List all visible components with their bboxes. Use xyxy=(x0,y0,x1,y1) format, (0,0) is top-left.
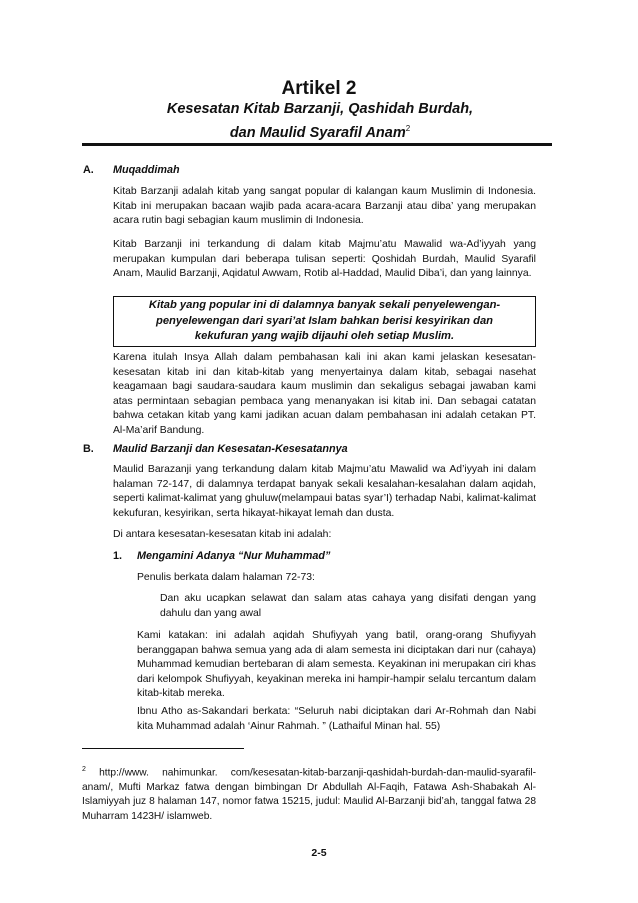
item-1-paragraph-1: Kami katakan: ini adalah aqidah Shufiyyah yang batil, orang-orang Shufiyyah beranggapan bahwa semua yang ada di alam semesta ini diciptakan dari nur (cahaya) Muhammad kemudian bertebaran di alam semesta. Keyakinan ini merupakan ciri khas dari kelompok Shufiyyah, keyakinan mereka ini hampir-hampir selalu tercantum dalam kitab-kitab mereka. xyxy=(137,630,536,700)
title-divider xyxy=(82,143,552,146)
footnote-marker: 2 xyxy=(82,766,86,773)
footnote-text[interactable]: http://www. nahimunkar. com/kesesatan-kitab-barzanji-qashidah-burdah-dan-maulid-syarafil-anam/, Mufti Markaz fatwa dengan bimbingan Dr Abdullah Al-Faqih, Fatawa Ash-Shabakah Al-Islamiyyah juz 8 halaman 147, nomor fatwa 15215, judul: Maulid Al-Barzanji bid’ah, tanggal fatwa 28 Muharram 1423H/ islamweb. xyxy=(82,767,536,822)
section-b-letter: B. xyxy=(83,443,94,455)
highlight-line-1: Kitab yang popular ini di dalamnya banyak sekali penyelewengan- xyxy=(148,299,501,311)
item-1-number: 1. xyxy=(113,550,123,562)
section-a-heading: Muqaddimah xyxy=(113,164,180,176)
section-b-heading: Maulid Barzanji dan Kesesatan-Kesesatannya xyxy=(113,443,348,455)
section-a-paragraph-2: Kitab Barzanji ini terkandung di dalam kitab Majmu’atu Mawalid wa-Ad’iyyah yang merupakan kumpulan dari beberapa tulisan seperti: Qoshidah Burdah, Maulid Syarafil Anam, Maulid Barzanji, Aqidatul Awwam, Rotib al-Haddad, Maulid Diba’i, dan yang lainnya. xyxy=(113,239,536,280)
section-b-paragraph-1: Maulid Barazanji yang terkandung dalam kitab Majmu’atu Mawalid wa Ad’iyyah ini dalam halaman 72-147, di dalamnya terdapat banyak sekali kesalahan-kesalahan dalam aqidah, seperti kalimat-kalimat yang ghuluw(melampaui batas syar’I) terhadap Nabi, kalimat-kalimat kekufuran, kesyirikan, serta hikayat-hikayat lemah dan dusta. xyxy=(113,464,536,519)
footnote xyxy=(82,763,536,824)
article-subtitle xyxy=(60,100,580,143)
subtitle-footnote-marker[interactable]: 2 xyxy=(405,124,411,133)
subtitle-line-2: dan Maulid Syarafil Anam$^2$ xyxy=(229,124,411,141)
item-1-intro: Penulis berkata dalam halaman 72-73: xyxy=(137,572,315,583)
section-a-paragraph-3: Karena itulah Insya Allah dalam pembahasan kali ini akan kami jelaskan kesesatan-kesesatan kitab ini dan kitab-kitab yang menyertainya dalam kitab, sebagai nasehat keagamaan bagi saudara-saudara kaum muslimin dan sekaligus sebagai jawaban kami atas permintaan sebagian pembaca yang menanyakan isi kitab ini. Dan sebagai catatan bahwa cetakan kitab yang kami jadikan acuan dalam pembahasan ini adalah cetakan PT. Al-Ma’arif Bandung. xyxy=(113,352,536,436)
footnote-divider xyxy=(82,748,244,749)
item-1-paragraph-2: Ibnu Atho as-Sakandari berkata: “Seluruh nabi diciptakan dari Ar-Rohmah dan Nabi kita Muhammad adalah ‘Ainur Rahmah. ” (Lathaiful Minan hal. 55) xyxy=(137,706,536,732)
article-title: Artikel 2 xyxy=(281,78,357,99)
section-b-paragraph-2: Di antara kesesatan-kesesatan kitab ini adalah: xyxy=(113,529,332,540)
item-1-heading: Mengamini Adanya “Nur Muhammad” xyxy=(137,550,331,562)
page-number: 2-5 xyxy=(311,847,327,859)
section-a-paragraph-1: Kitab Barzanji adalah kitab yang sangat popular di kalangan kaum Muslimin di Indonesia. Kitab ini merupakan bacaan wajib pada acara-acara Barzanji atau diba’ yang merupakan acara rutin bagi sebagian kaum muslimin di Indonesia. xyxy=(113,186,536,227)
highlight-line-3: kekufuran yang wajib dijauhi oleh setiap Muslim. xyxy=(194,330,455,342)
highlight-box xyxy=(113,296,536,347)
subtitle-line-1: Kesesatan Kitab Barzanji, Qashidah Burdah, xyxy=(166,101,474,117)
item-1-quote: Dan aku ucapkan selawat dan salam atas cahaya yang disifati dengan yang dahulu dan yang awal xyxy=(160,593,536,619)
highlight-line-2: penyelewengan dari syari’at Islam bahkan berisi kesyirikan dan xyxy=(155,314,494,327)
section-a-letter: A. xyxy=(83,164,94,176)
